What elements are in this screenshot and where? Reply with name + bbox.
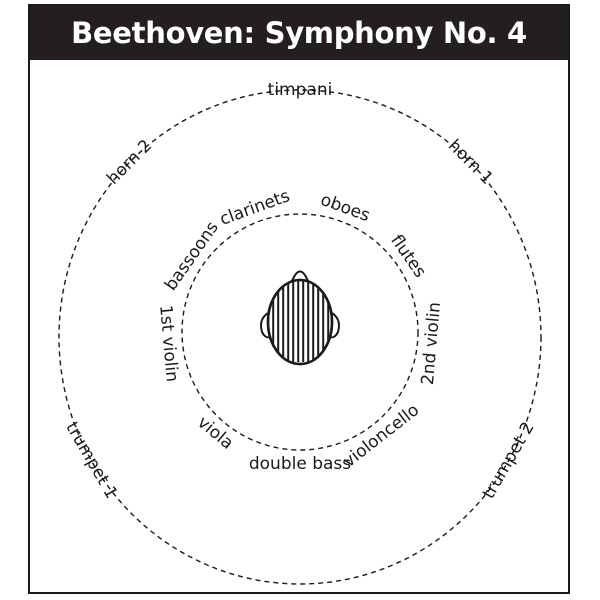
- instrument-label-viola: viola: [193, 412, 238, 454]
- instrument-label-trumpet-1: trumpet 1: [61, 418, 122, 503]
- instrument-label-timpani: timpani: [267, 80, 333, 100]
- instrument-label-2nd-violin: 2nd violin: [417, 301, 446, 386]
- instrument-label-1st-violin: 1st violin: [155, 304, 182, 383]
- page-title: Beethoven: Symphony No. 4: [71, 16, 527, 50]
- instrument-label-double-bass: double bass: [248, 454, 352, 474]
- instrument-label-violoncello: violoncello: [339, 400, 424, 472]
- instrument-label-trumpet-2: trumpet 2: [478, 418, 539, 503]
- instrument-label-flutes: flutes: [386, 231, 430, 282]
- listener-head-icon: [261, 272, 339, 365]
- instrument-label-bassoons: bassoons: [160, 218, 223, 295]
- instrument-label-horn-1: horn 1: [443, 135, 497, 189]
- instrument-label-horn-2: horn 2: [103, 135, 157, 189]
- instrument-label-clarinets: clarinets: [217, 186, 293, 230]
- instrument-label-oboes: oboes: [317, 189, 373, 227]
